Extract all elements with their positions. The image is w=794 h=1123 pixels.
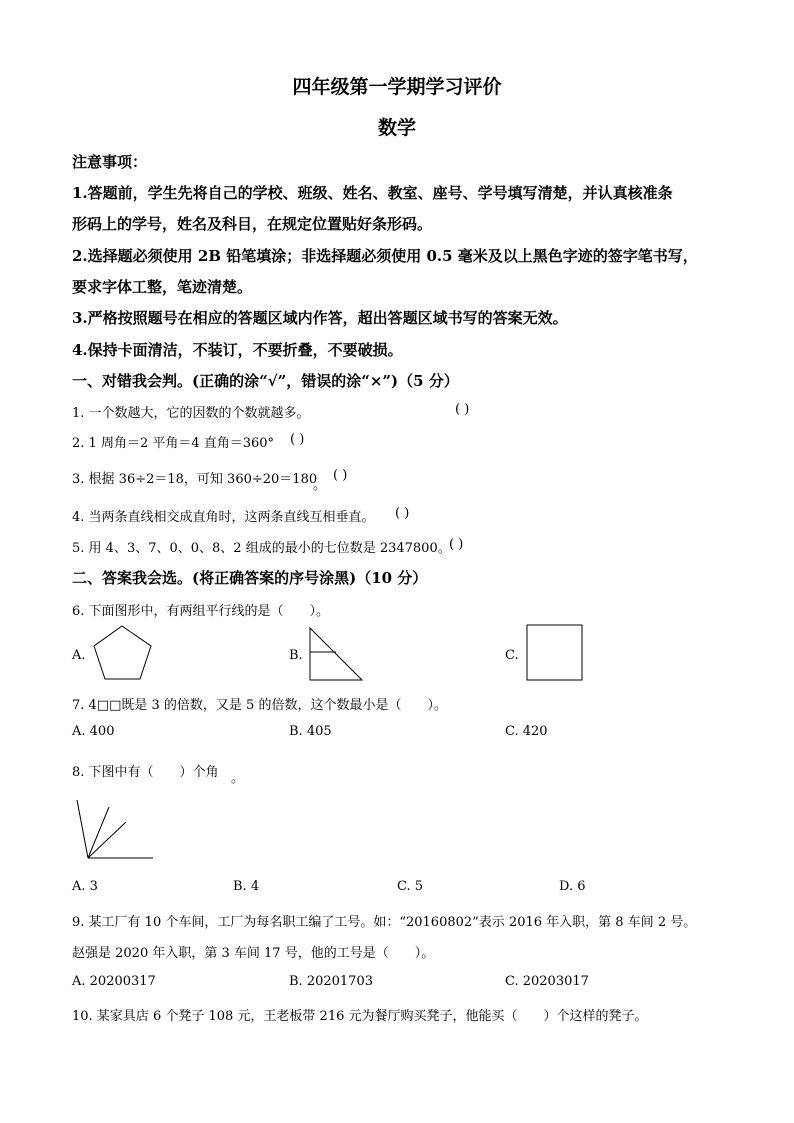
question-4: 4. 当两条直线相交成直角时，这两条直线互相垂直。 xyxy=(72,510,375,525)
question-6: 6. 下面图形中，有两组平行线的是（ ）。 xyxy=(72,604,330,619)
page-title: 四年级第一学期学习评价 xyxy=(292,76,502,98)
question-1: 1. 一个数越大，它的因数的个数就越多。 xyxy=(72,406,310,421)
question-9: 9. 某工厂有 10 个车间，工厂为每名职工编了工号。如：“20160802”表示 2016 年入职，第 8 车间 2 号。 xyxy=(72,915,697,930)
question-7: 7. 4□□既是 3 的倍数，又是 5 的倍数，这个数最小是（ ）。 xyxy=(72,698,447,713)
q8-option-c[interactable]: C. 5 xyxy=(397,879,424,894)
question-9-line-2: 赵强是 2020 年入职，第 3 车间 17 号，他的工号是（ ）。 xyxy=(72,946,435,961)
section1-heading: 一、对错我会判。(正确的涂“√”，错误的涂“×”)（5 分） xyxy=(72,372,459,390)
question-4-blank[interactable]: ( ) xyxy=(395,506,410,521)
question-2-blank[interactable]: ( ) xyxy=(290,432,305,447)
pentagon-figure xyxy=(92,624,154,682)
notice-line-5: 3.严格按照题号在相应的答题区域内作答，超出答题区域书写的答案无效。 xyxy=(72,309,568,327)
q8-option-b[interactable]: B. 4 xyxy=(233,879,260,894)
question-1-blank[interactable]: ( ) xyxy=(455,402,470,417)
question-8: 8. 下图中有（ ）个角 xyxy=(72,765,219,780)
angles-figure xyxy=(74,798,156,862)
subject-title: 数学 xyxy=(377,117,416,139)
notice-line-2: 形码上的学号，姓名及科目，在规定位置贴好条形码。 xyxy=(72,215,433,233)
q9-option-b[interactable]: B. 20201703 xyxy=(289,974,373,989)
q9-option-a[interactable]: A. 20200317 xyxy=(72,974,156,989)
section2-heading: 二、答案我会选。(将正确答案的序号涂黑)（10 分） xyxy=(72,569,428,587)
q7-option-b[interactable]: B. 405 xyxy=(289,724,332,739)
question-8-mark: 。 xyxy=(231,771,245,786)
q7-option-c[interactable]: C. 420 xyxy=(505,724,548,739)
q9-option-c[interactable]: C. 20203017 xyxy=(505,974,589,989)
q6-option-b-label[interactable]: B. xyxy=(289,648,303,663)
question-2: 2. 1 周角＝2 平角＝4 直角＝360° xyxy=(72,436,275,451)
square-figure xyxy=(526,624,584,682)
notice-heading: 注意事项： xyxy=(72,153,148,171)
notice-line-6: 4.保持卡面清洁，不装订，不要折叠，不要破损。 xyxy=(72,341,403,359)
notice-line-4: 要求字体工整，笔迹清楚。 xyxy=(72,278,253,296)
question-10: 10. 某家具店 6 个凳子 108 元，王老板带 216 元为餐厅购买凳子，他能买（ ）个这样的凳子。 xyxy=(72,1009,648,1024)
question-3-mark: 。 xyxy=(313,478,327,493)
question-5-blank[interactable]: ( ) xyxy=(449,537,464,552)
q7-option-a[interactable]: A. 400 xyxy=(72,724,115,739)
question-5: 5. 用 4、3、7、0、0、8、2 组成的最小的七位数是 2347800。 xyxy=(72,541,451,556)
q8-option-d[interactable]: D. 6 xyxy=(559,879,586,894)
q6-option-a-label[interactable]: A. xyxy=(72,648,86,663)
q6-option-c-label[interactable]: C. xyxy=(505,648,519,663)
right-trapezoid-figure xyxy=(308,626,366,682)
question-3: 3. 根据 36÷2＝18，可知 360÷20＝180 xyxy=(72,472,318,487)
q8-option-a[interactable]: A. 3 xyxy=(72,879,98,894)
question-3-blank[interactable]: ( ) xyxy=(333,468,348,483)
notice-line-3: 2.选择题必须使用 2B 铅笔填涂；非选择题必须使用 0.5 毫米及以上黑色字迹的签字笔书写， xyxy=(72,247,698,265)
notice-line-1: 1.答题前，学生先将自己的学校、班级、姓名、教室、座号、学号填写清楚，并认真核准条 xyxy=(72,184,673,202)
